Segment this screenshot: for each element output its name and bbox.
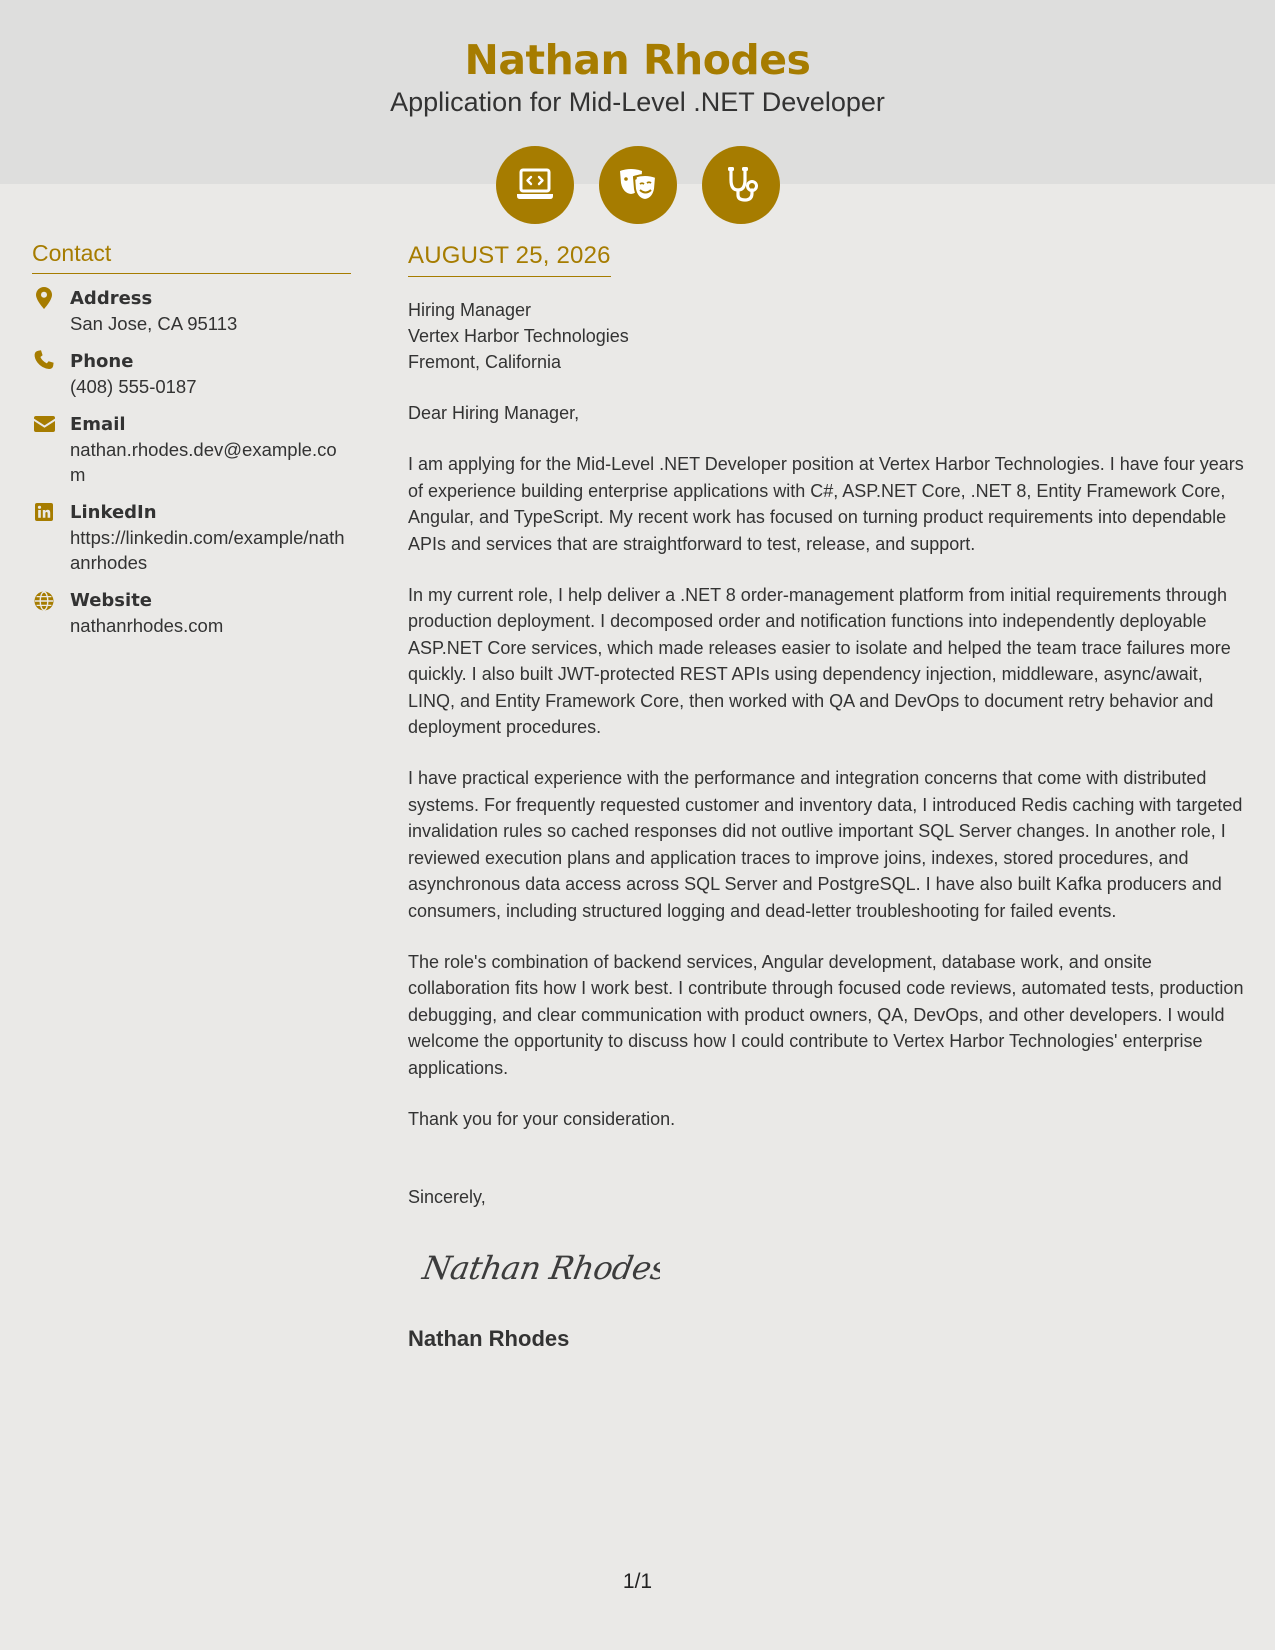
stethoscope-icon (702, 146, 780, 224)
paragraph-current-role: In my current role, I help deliver a .NET 8 order-management platform from initial requirements through production deployment. I decomposed order and notification functions into independently deployable ASP.NET Core services, which made releases easier to isolate and helped the team trace failures more quickly. I also built JWT-protected REST APIs using dependency injection, middleware, async/await, LINQ, and Entity Framework Core, then worked with QA and DevOps to document retry behavior and deployment procedures. (408, 585, 1231, 738)
contact-address (32, 286, 351, 336)
phone-label: Phone (70, 351, 134, 372)
contact-heading: Contact (32, 238, 351, 274)
website-label: Website (70, 590, 153, 611)
svg-text:Nathan Rhodes: Nathan Rhodes (420, 1248, 660, 1287)
letter-date: AUGUST 25, 2026 (408, 240, 611, 277)
map-marker-icon (32, 287, 56, 309)
signoff: Sincerely, (408, 1187, 486, 1208)
address-value: San Jose, CA 95113 (70, 313, 238, 334)
contact-linkedin (32, 500, 351, 575)
email-value[interactable]: nathan.rhodes.dev@example.com (70, 439, 337, 485)
address-label: Address (70, 288, 153, 309)
envelope-icon (32, 413, 56, 432)
paragraph-distributed-systems: I have practical experience with the performance and integration concerns that come with distributed systems. For frequently requested customer and inventory data, I introduced Redis caching with targeted invalidation rules so cached responses did not outlive important SQL Server changes. In another role, I reviewed execution plans and application traces to improve joins, indexes, stored procedures, and asynchronous data access across SQL Server and PostgreSQL. I have also built Kafka producers and consumers, including structured logging and dead-letter troubleshooting for failed events. (408, 768, 1243, 921)
recipient-block (408, 297, 1253, 375)
contact-email (32, 412, 351, 487)
contact-website (32, 588, 351, 638)
recipient-title: Hiring Manager (408, 300, 532, 320)
salutation: Dear Hiring Manager, (408, 403, 580, 423)
paragraph-introduction: I am applying for the Mid-Level .NET Developer position at Vertex Harbor Technologies. I have four years of experience building enterprise applications with C#, ASP.NET Core, .NET 8, Entity Framework Core, Angular, and TypeScript. My recent work has focused on turning product requirements into dependable APIs and services that are straightforward to test, release, and support. (408, 454, 1244, 554)
letter-body (408, 240, 1253, 1353)
laptop-code-icon (496, 146, 574, 224)
linkedin-value[interactable]: https://linkedin.com/example/nathanrhodes (70, 527, 345, 573)
website-value[interactable]: nathanrhodes.com (70, 615, 224, 636)
page-number: 1/1 (622, 1570, 653, 1593)
signed-name: Nathan Rhodes (408, 1325, 570, 1351)
linkedin-icon (32, 501, 56, 521)
phone-value: (408) 555-0187 (70, 376, 197, 397)
closing-line: Thank you for your consideration. (408, 1108, 676, 1129)
contact-phone (32, 349, 351, 399)
recipient-company: Vertex Harbor Technologies (408, 326, 629, 346)
theater-masks-icon (599, 146, 677, 224)
handwritten-signature (420, 1241, 1253, 1291)
application-subtitle: Application for Mid-Level .NET Developer (390, 87, 885, 117)
paragraph-fit: The role's combination of backend services, Angular development, database work, and onsite collaboration fits how I work best. I contribute through focused code reviews, automated tests, production debugging, and clear communication with product owners, QA, DevOps, and other developers. I would welcome the opportunity to discuss how I could contribute to Vertex Harbor Technologies' enterprise applications. (408, 951, 1244, 1078)
email-label: Email (70, 414, 126, 435)
linkedin-label: LinkedIn (70, 502, 157, 523)
recipient-location: Fremont, California (408, 352, 562, 372)
contact-sidebar (32, 238, 351, 651)
globe-icon (32, 589, 56, 611)
phone-icon (32, 350, 56, 370)
interest-icon-row (496, 146, 780, 224)
applicant-name: Nathan Rhodes (464, 36, 811, 84)
